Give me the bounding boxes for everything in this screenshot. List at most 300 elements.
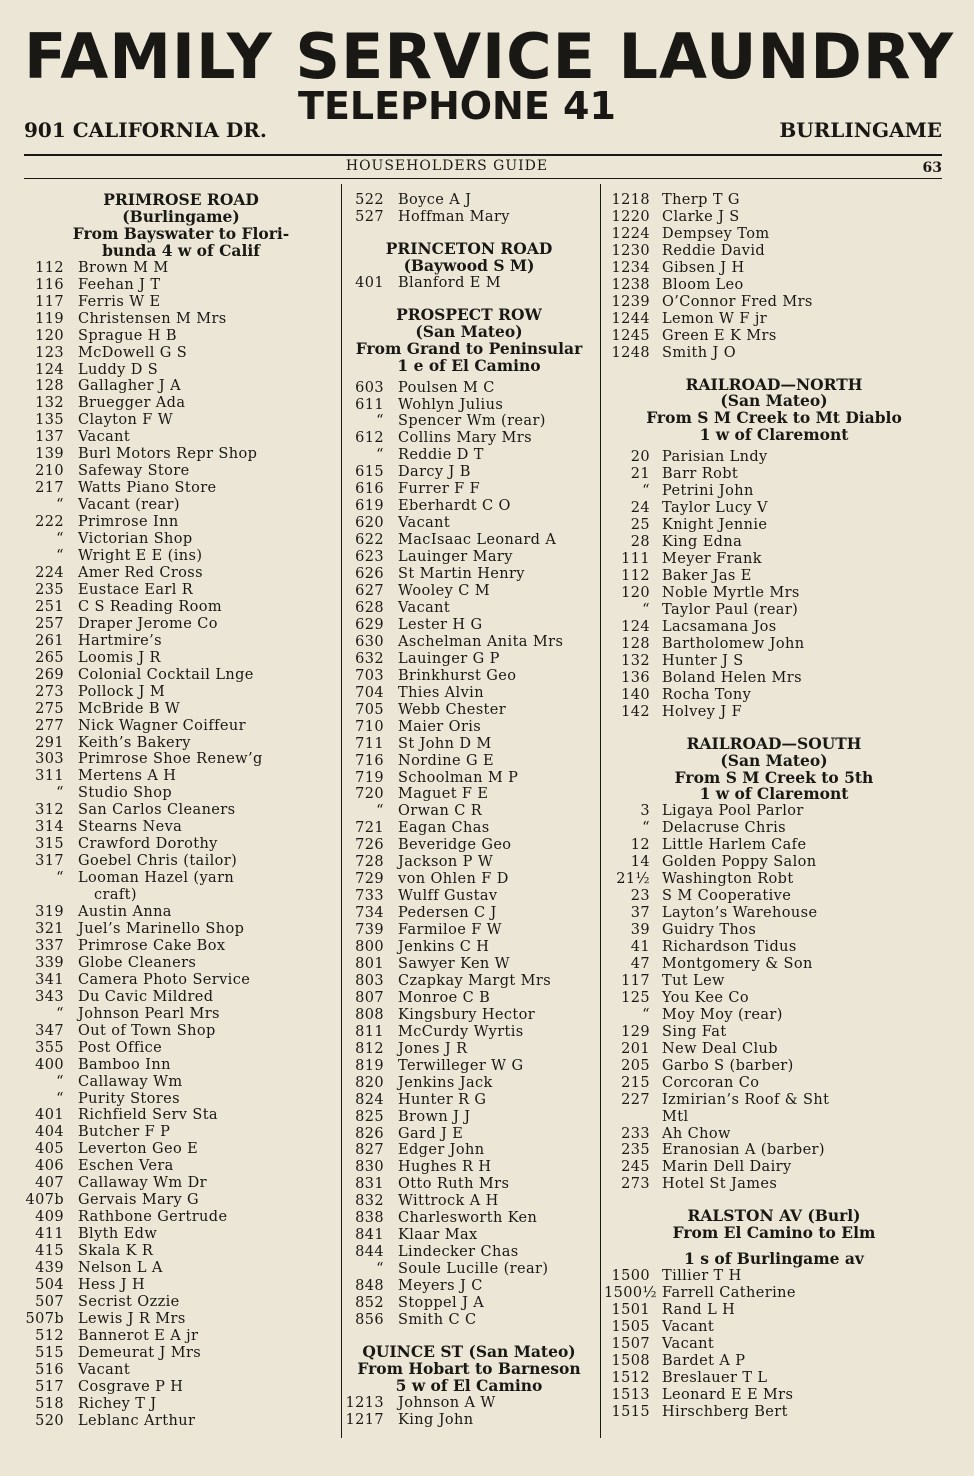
- house-number: “: [56, 1090, 64, 1107]
- street-heading: bunda 4 w of Calif: [102, 240, 260, 260]
- house-number: “: [642, 1006, 650, 1023]
- house-number: 1513: [611, 1386, 650, 1403]
- resident-name: Bardet A P: [662, 1352, 746, 1369]
- directory-entry: [344, 1159, 594, 1176]
- house-number: 21½: [616, 871, 650, 888]
- house-number: 407: [35, 1175, 64, 1192]
- directory-entry: [604, 294, 944, 311]
- house-number: 1508: [611, 1352, 650, 1369]
- house-number: 140: [621, 686, 650, 703]
- directory-entry: [344, 1312, 594, 1329]
- resident-name: You Kee Co: [662, 989, 750, 1006]
- directory-entry: [604, 311, 944, 328]
- house-number: 222: [35, 514, 64, 531]
- resident-name: Taylor Lucy V: [662, 500, 768, 517]
- resident-name: Nelson L A: [78, 1260, 163, 1277]
- house-number: 120: [35, 327, 64, 344]
- resident-name: Primrose Cake Box: [78, 937, 226, 954]
- resident-name: Juel’s Marinello Shop: [78, 920, 245, 937]
- directory-entry: [24, 599, 338, 616]
- house-number: 800: [355, 939, 384, 956]
- resident-name: Safeway Store: [78, 463, 190, 480]
- house-number: 848: [355, 1278, 384, 1295]
- directory-entry: [24, 294, 338, 311]
- resident-name: Lacsamana Jos: [662, 618, 777, 635]
- house-number: 807: [355, 989, 384, 1006]
- directory-entry: [344, 1142, 594, 1159]
- directory-entry: [344, 854, 594, 871]
- house-number: 1512: [611, 1369, 650, 1386]
- resident-name: Gard J E: [398, 1125, 464, 1142]
- directory-entry: [24, 1345, 338, 1362]
- directory-entry: [344, 380, 594, 397]
- directory-entry: [344, 1193, 594, 1210]
- directory-entry: [24, 1006, 338, 1023]
- resident-name: Orwan C R: [398, 803, 483, 820]
- house-number: “: [56, 1005, 64, 1022]
- directory-entry: [344, 1024, 594, 1041]
- resident-name: San Carlos Cleaners: [78, 802, 236, 819]
- laundry-ad-city: BURLINGAME: [779, 118, 942, 142]
- directory-entry: [604, 1142, 944, 1159]
- laundry-ad-address: 901 CALIFORNIA DR.: [24, 118, 267, 142]
- street-heading: From S M Creek to Mt Diablo: [646, 408, 902, 428]
- street-heading: 1 w of Claremont: [699, 784, 849, 804]
- directory-entry: [24, 1294, 338, 1311]
- house-number: 245: [621, 1159, 650, 1176]
- house-number: 703: [355, 667, 384, 684]
- directory-entry: [24, 938, 338, 955]
- resident-name: Thies Alvin: [398, 684, 484, 701]
- house-number: 512: [35, 1327, 64, 1344]
- house-number: “: [56, 548, 64, 565]
- house-number: 1224: [611, 225, 650, 242]
- house-number: 257: [35, 615, 64, 632]
- directory-entry: [344, 702, 594, 719]
- directory-entry: [24, 1277, 338, 1294]
- resident-name: Johnson A W: [398, 1394, 496, 1411]
- directory-entry: [344, 837, 594, 854]
- resident-name: Hirschberg Bert: [662, 1403, 788, 1420]
- resident-name: Marin Dell Dairy: [662, 1159, 792, 1176]
- house-number: 120: [621, 584, 650, 601]
- directory-column-2: [344, 192, 594, 1429]
- resident-name: Eranosian A (barber): [662, 1142, 825, 1159]
- directory-entry: [604, 1007, 944, 1024]
- directory-entry: [344, 1176, 594, 1193]
- house-number: 626: [355, 566, 384, 583]
- resident-name: Butcher F P: [78, 1124, 171, 1141]
- resident-name: Stearns Neva: [78, 819, 183, 836]
- directory-entry: [344, 549, 594, 566]
- directory-entry: [604, 1319, 944, 1336]
- directory-entry: [24, 497, 338, 514]
- directory-entry: [604, 551, 944, 568]
- directory-entry: [344, 1007, 594, 1024]
- directory-entry: [24, 870, 338, 887]
- resident-name: Smith C C: [398, 1312, 477, 1328]
- house-number: 123: [35, 344, 64, 361]
- directory-entry: [24, 972, 338, 989]
- house-number: 312: [35, 802, 64, 819]
- street-heading: (San Mateo): [720, 391, 828, 411]
- house-number: 404: [35, 1124, 64, 1141]
- house-number: 507: [35, 1293, 64, 1310]
- resident-name: Hess J H: [78, 1277, 145, 1293]
- directory-entry: [344, 668, 594, 685]
- house-number: 826: [355, 1125, 384, 1142]
- resident-name: Breslauer T L: [662, 1369, 768, 1386]
- directory-entry: [604, 1404, 944, 1421]
- directory-entry: [24, 311, 338, 328]
- directory-entry: [604, 209, 944, 226]
- resident-name: Mertens A H: [78, 768, 177, 785]
- resident-name: Collins Mary Mrs: [398, 430, 532, 447]
- house-number: 291: [35, 734, 64, 751]
- resident-name: Vacant (rear): [78, 497, 180, 514]
- directory-entry: [24, 1091, 338, 1108]
- resident-name: Corcoran Co: [662, 1074, 760, 1091]
- resident-name: Leonard E E Mrs: [662, 1386, 794, 1403]
- resident-name: Johnson Pearl Mrs: [78, 1005, 220, 1022]
- house-number: 311: [35, 768, 64, 785]
- house-number: 739: [355, 922, 384, 939]
- house-number: 125: [621, 989, 650, 1006]
- house-number: 37: [630, 905, 650, 922]
- resident-name: Austin Anna: [78, 904, 172, 921]
- house-number: 116: [35, 276, 64, 293]
- directory-entry: [344, 651, 594, 668]
- resident-name: C S Reading Room: [78, 598, 223, 615]
- directory-entry: [604, 1024, 944, 1041]
- resident-name: Christensen M Mrs: [78, 310, 227, 327]
- resident-name: Wittrock A H: [398, 1193, 499, 1210]
- resident-name: Jones J R: [398, 1040, 468, 1057]
- house-number: 1248: [611, 344, 650, 361]
- resident-name: Therp T G: [662, 192, 740, 208]
- resident-name: Clarke J S: [662, 208, 740, 225]
- resident-name: Parisian Lndy: [662, 449, 768, 466]
- resident-name: McCurdy Wyrtis: [398, 1023, 524, 1040]
- house-number: 827: [355, 1142, 384, 1159]
- directory-entry: [344, 820, 594, 837]
- directory-entry: [604, 854, 944, 871]
- resident-name: Lauinger G P: [398, 650, 500, 667]
- resident-name: Izmirian’s Roof & Sht: [662, 1091, 830, 1108]
- directory-entry: [344, 498, 594, 515]
- directory-entry: [604, 328, 944, 345]
- directory-entry: [604, 345, 944, 362]
- street-heading: RAILROAD—NORTH: [685, 374, 863, 394]
- directory-entry: [604, 449, 944, 466]
- house-number: 820: [355, 1074, 384, 1091]
- resident-name: Rocha Tony: [662, 686, 752, 703]
- resident-name: Amer Red Cross: [78, 564, 203, 581]
- resident-name: Moy Moy (rear): [662, 1006, 783, 1023]
- resident-name: Klaar Max: [398, 1227, 478, 1244]
- resident-name: Barr Robt: [662, 466, 739, 483]
- house-number: 347: [35, 1022, 64, 1039]
- directory-entry: [24, 1057, 338, 1074]
- column-divider: [600, 184, 601, 1438]
- house-number: 705: [355, 701, 384, 718]
- directory-entry: [604, 1109, 944, 1126]
- resident-name: Soule Lucille (rear): [398, 1261, 549, 1278]
- resident-name: Baker Jas E: [662, 568, 752, 585]
- resident-name: Little Harlem Cafe: [662, 837, 807, 854]
- directory-entry: [344, 753, 594, 770]
- resident-name: Cosgrave P H: [78, 1378, 184, 1395]
- house-number: 124: [621, 618, 650, 635]
- directory-entry: [24, 565, 338, 582]
- house-number: 314: [35, 819, 64, 836]
- directory-entry: [24, 887, 338, 904]
- house-number: 720: [355, 786, 384, 803]
- house-number: 832: [355, 1193, 384, 1210]
- directory-entry: [344, 922, 594, 939]
- street-heading: 1 s of Burlingame av: [684, 1249, 864, 1269]
- resident-name: Gibsen J H: [662, 259, 745, 276]
- resident-name: Spencer Wm (rear): [398, 413, 546, 430]
- directory-entry: [604, 820, 944, 837]
- house-number: 852: [355, 1295, 384, 1312]
- laundry-ad-phone: TELEPHONE 41: [298, 84, 616, 128]
- resident-name: Hughes R H: [398, 1159, 492, 1176]
- house-number: 1507: [611, 1336, 650, 1352]
- directory-entry: [344, 566, 594, 583]
- resident-name: Otto Ruth Mrs: [398, 1176, 510, 1193]
- house-number: 711: [355, 735, 384, 752]
- resident-name: Kingsbury Hector: [398, 1006, 536, 1023]
- house-number: 812: [355, 1040, 384, 1057]
- resident-name: Noble Myrtle Mrs: [662, 584, 800, 601]
- directory-entry: [344, 532, 594, 549]
- directory-entry: [24, 345, 338, 362]
- street-heading: PRIMROSE ROAD: [103, 190, 259, 209]
- directory-entry: [24, 362, 338, 379]
- resident-name: Wooley C M: [398, 583, 490, 600]
- house-number: 28: [630, 534, 650, 551]
- resident-name: Sawyer Ken W: [398, 955, 510, 972]
- resident-name: Richardson Tidus: [662, 939, 797, 956]
- house-number: 319: [35, 904, 64, 921]
- house-number: 111: [621, 551, 650, 568]
- resident-name: Green E K Mrs: [662, 327, 777, 344]
- directory-entry: [604, 670, 944, 687]
- house-number: 619: [355, 498, 384, 515]
- resident-name: Bloom Leo: [662, 276, 744, 293]
- resident-name: Feehan J T: [78, 276, 161, 293]
- resident-name: Watts Piano Store: [78, 480, 217, 497]
- guide-title: HOUSEHOLDERS GUIDE: [345, 158, 549, 174]
- resident-name: Vacant: [398, 515, 451, 532]
- directory-entry: [24, 735, 338, 752]
- house-number: 522: [355, 192, 384, 208]
- directory-entry: [604, 619, 944, 636]
- resident-name: Vacant: [398, 599, 451, 616]
- house-number: 838: [355, 1210, 384, 1227]
- laundry-ad-title: FAMILY SERVICE LAUNDRY: [24, 20, 955, 93]
- house-number: 355: [35, 1039, 64, 1056]
- resident-name: Farmiloe F W: [398, 922, 502, 939]
- directory-entry: [344, 634, 594, 651]
- directory-entry: [604, 1370, 944, 1387]
- house-number: 112: [621, 568, 650, 585]
- directory-entry: [344, 1126, 594, 1143]
- street-heading: From S M Creek to 5th: [674, 767, 874, 787]
- resident-name: Bamboo Inn: [78, 1056, 171, 1073]
- resident-name: Lewis J R Mrs: [78, 1310, 186, 1327]
- house-number: 112: [35, 259, 64, 276]
- resident-name: Washington Robt: [662, 871, 794, 888]
- resident-name: Out of Town Shop: [78, 1022, 216, 1039]
- house-number: 233: [621, 1125, 650, 1142]
- resident-name: Guidry Thos: [662, 922, 757, 939]
- house-number: 527: [355, 208, 384, 225]
- house-number: 726: [355, 837, 384, 854]
- directory-entry: [24, 395, 338, 412]
- resident-name: Hoffman Mary: [398, 208, 510, 225]
- resident-name: Delacruse Chris: [662, 820, 786, 837]
- resident-name: Brown M M: [78, 259, 169, 276]
- resident-name: McBride B W: [78, 700, 181, 717]
- resident-name: Globe Cleaners: [78, 954, 197, 971]
- directory-entry: [604, 956, 944, 973]
- house-number: 142: [621, 703, 650, 720]
- directory-entry: [604, 1176, 944, 1193]
- house-number: 620: [355, 515, 384, 532]
- directory-column-1: [24, 192, 338, 1430]
- house-number: 1220: [611, 208, 650, 225]
- directory-entry: [604, 922, 944, 939]
- resident-name: Mtl: [662, 1108, 689, 1125]
- house-number: 117: [621, 972, 650, 989]
- street-heading: RAILROAD—SOUTH: [686, 733, 862, 753]
- house-number: 273: [621, 1176, 650, 1193]
- resident-name: Skala K R: [78, 1243, 154, 1260]
- directory-entry: [344, 192, 594, 209]
- directory-entry: [24, 802, 338, 819]
- directory-entry: [24, 1192, 338, 1209]
- directory-entry: [24, 684, 338, 701]
- directory-entry: [24, 1413, 338, 1430]
- directory-entry: [604, 483, 944, 500]
- resident-name: Boyce A J: [398, 192, 472, 208]
- house-number: 622: [355, 532, 384, 549]
- resident-name: Nordine G E: [398, 752, 494, 769]
- house-number: 1245: [611, 327, 650, 344]
- directory-entry: [344, 685, 594, 702]
- resident-name: St John D M: [398, 735, 492, 752]
- directory-entry: [344, 397, 594, 414]
- directory-entry: [604, 1159, 944, 1176]
- directory-entry: [344, 1058, 594, 1075]
- house-number: 201: [621, 1040, 650, 1057]
- house-number: 627: [355, 583, 384, 600]
- resident-name: Bannerot E A jr: [78, 1327, 199, 1344]
- resident-name: Hotel St James: [662, 1176, 778, 1193]
- house-number: 217: [35, 480, 64, 497]
- house-number: 1239: [611, 293, 650, 310]
- resident-name: Brinkhurst Geo: [398, 667, 517, 684]
- resident-name: Layton’s Warehouse: [662, 905, 818, 922]
- house-number: 401: [35, 1107, 64, 1124]
- resident-name: Keith’s Bakery: [78, 734, 191, 751]
- resident-name: Schoolman M P: [398, 769, 519, 786]
- directory-entry: [604, 653, 944, 670]
- resident-name: Wohlyn Julius: [398, 396, 504, 413]
- house-number: 317: [35, 853, 64, 870]
- resident-name: Eberhardt C O: [398, 498, 511, 515]
- directory-entry: [604, 585, 944, 602]
- resident-name: von Ohlen F D: [398, 871, 509, 888]
- resident-name: Bruegger Ada: [78, 395, 186, 412]
- resident-name: Pedersen C J: [398, 905, 497, 922]
- house-number: 269: [35, 666, 64, 683]
- house-number: 1515: [611, 1403, 650, 1420]
- resident-name: Richfield Serv Sta: [78, 1107, 218, 1124]
- house-number: 504: [35, 1277, 64, 1293]
- resident-name: Victorian Shop: [78, 531, 193, 548]
- street-heading: From El Camino to Elm: [672, 1223, 876, 1243]
- street-heading: PROSPECT ROW: [396, 304, 542, 324]
- resident-name: Blanford E M: [398, 274, 502, 291]
- resident-name: Knight Jennie: [662, 517, 768, 534]
- resident-name: Crawford Dorothy: [78, 836, 218, 853]
- house-number: 518: [35, 1395, 64, 1412]
- resident-name: Pollock J M: [78, 683, 166, 700]
- resident-name: Hunter J S: [662, 652, 744, 669]
- resident-name: Golden Poppy Salon: [662, 854, 817, 871]
- directory-entry: [344, 770, 594, 787]
- street-heading: 1 e of El Camino: [397, 355, 541, 375]
- house-number: 803: [355, 972, 384, 989]
- resident-name: Vacant: [662, 1336, 715, 1352]
- directory-entry: [24, 1023, 338, 1040]
- resident-name: Holvey J F: [662, 703, 743, 720]
- directory-entry: [24, 531, 338, 548]
- house-number: 1500: [611, 1268, 650, 1285]
- house-number: 507b: [25, 1310, 64, 1327]
- directory-entry: [604, 973, 944, 990]
- directory-entry: [604, 803, 944, 820]
- house-number: 611: [355, 396, 384, 413]
- house-number: 210: [35, 463, 64, 480]
- street-heading: 1 w of Claremont: [699, 425, 849, 445]
- house-number: 205: [621, 1057, 650, 1074]
- directory-entry: [24, 904, 338, 921]
- resident-name: Petrini John: [662, 483, 754, 500]
- resident-name: Jenkins C H: [398, 939, 490, 956]
- resident-name: Reddie David: [662, 242, 766, 259]
- resident-name: Brown J J: [398, 1108, 471, 1125]
- directory-entry: [344, 600, 594, 617]
- resident-name: Boland Helen Mrs: [662, 669, 802, 686]
- resident-name: Farrell Catherine: [662, 1285, 796, 1302]
- street-heading: PRINCETON ROAD: [385, 238, 553, 258]
- directory-column-3: [604, 192, 944, 1421]
- house-number: “: [376, 803, 384, 820]
- resident-name: Clayton F W: [78, 412, 174, 429]
- directory-entry: [604, 636, 944, 653]
- directory-entry: [344, 1041, 594, 1058]
- house-number: “: [642, 483, 650, 500]
- directory-entry: [344, 617, 594, 634]
- resident-name: Primrose Shoe Renew’g: [78, 751, 263, 768]
- resident-name: New Deal Club: [662, 1040, 778, 1057]
- directory-entry: [24, 989, 338, 1006]
- directory-entry: [24, 1158, 338, 1175]
